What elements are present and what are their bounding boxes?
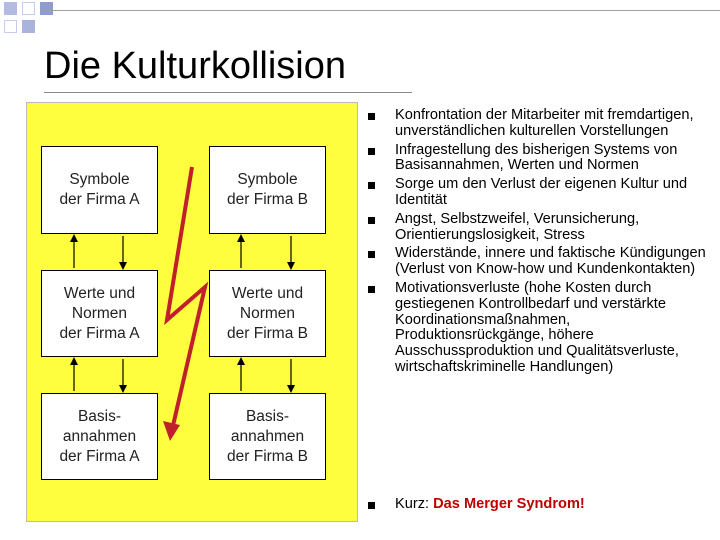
page-title: Die Kulturkollision [44, 45, 347, 87]
square-bullet-icon [368, 217, 375, 224]
square-bullet-icon [368, 251, 375, 258]
values-norms-firm-a-box: Werte und Normen der Firma A [41, 270, 158, 357]
list-item: Sorge um den Verlust der eigenen Kultur und Identität [366, 177, 716, 209]
assumptions-firm-a-box: Basis- annahmen der Firma A [41, 393, 158, 480]
list-item: Angst, Selbstzweifel, Verunsicherung, Orientierungslosigkeit, Stress [366, 212, 716, 244]
assumptions-firm-b-box: Basis- annahmen der Firma B [209, 393, 326, 480]
values-norms-firm-b-box: Werte und Normen der Firma B [209, 270, 326, 357]
symbols-firm-b-box: Symbole der Firma B [209, 146, 326, 234]
square-bullet-icon [368, 286, 375, 293]
square-bullet-icon [368, 502, 375, 509]
summary-highlight: Das Merger Syndrom! [433, 496, 585, 512]
symbols-firm-a-box: Symbole der Firma A [41, 146, 158, 234]
square-bullet-icon [368, 113, 375, 120]
square-bullet-icon [368, 182, 375, 189]
summary-prefix: Kurz: [395, 496, 434, 512]
list-item: Motivationsverluste (hohe Kosten durch gestiegenen Kontrollbedarf und verstärkte Koordinationsmaßnahmen, Produktionsrückgänge, höhere Ausschussproduktion und Qualitätsverluste, wirtschaftskriminelle Handlungen) [366, 281, 716, 376]
bullet-list [366, 108, 716, 379]
square-bullet-icon [368, 148, 375, 155]
lightning-arrowhead-icon [163, 421, 180, 441]
summary-item [366, 497, 720, 513]
list-item: Infragestellung des bisherigen Systems von Basisannahmen, Werten und Normen [366, 143, 716, 175]
lightning-bolt-icon [167, 167, 205, 430]
list-item: Widerstände, innere und faktische Kündigungen (Verlust von Know-how und Kundenkontakten) [366, 246, 716, 278]
list-item: Konfrontation der Mitarbeiter mit fremdartigen, unverständlichen kulturellen Vorstellungen [366, 108, 716, 140]
